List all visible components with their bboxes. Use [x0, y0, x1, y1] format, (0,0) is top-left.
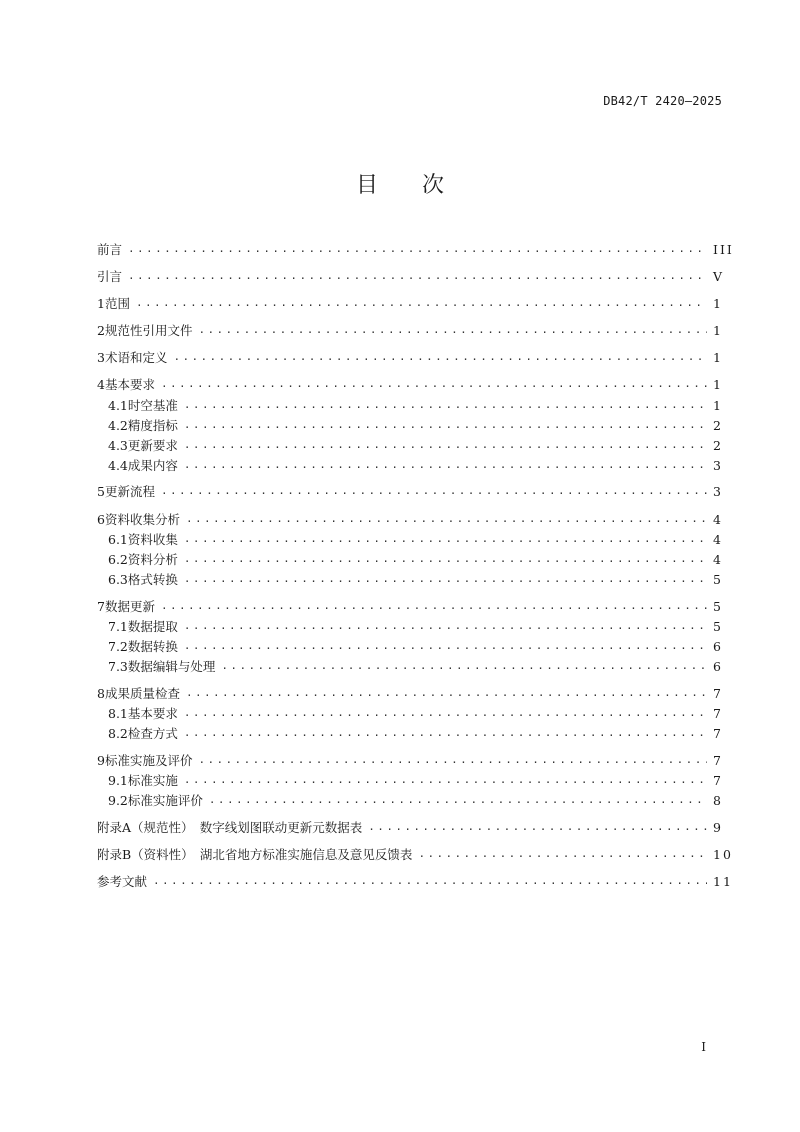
- toc-entry[interactable]: [97, 872, 733, 890]
- document-code: DB42/T 2420—2025: [603, 94, 722, 108]
- toc-dot-leader: [128, 240, 707, 258]
- toc-dot-leader: [221, 657, 707, 675]
- page-number: I: [701, 1040, 706, 1054]
- toc-entry-number: 6.1: [108, 531, 128, 547]
- toc-entry-page: 7: [713, 725, 723, 741]
- toc-entry-title: 基本要求: [127, 706, 178, 721]
- toc-entry-title: 资料收集分析: [104, 512, 180, 527]
- toc-dot-leader: [153, 872, 707, 890]
- toc-entry-page: 7: [713, 772, 723, 788]
- toc-entry-number: 6.3: [108, 571, 128, 587]
- toc-entry[interactable]: [108, 396, 723, 414]
- toc-dot-leader: [184, 637, 707, 655]
- toc-entry-page: III: [713, 241, 734, 257]
- toc-dot-leader: [173, 348, 707, 366]
- toc-entry[interactable]: [108, 617, 723, 635]
- toc-dot-leader: [184, 617, 707, 635]
- toc-entry-title: 时空基准: [127, 398, 178, 413]
- toc-dot-leader: [198, 751, 707, 769]
- toc-entry-title: 数据转换: [127, 639, 178, 654]
- toc-entry-title: 格式转换: [127, 572, 178, 587]
- toc-entry-number: 8.2: [108, 725, 128, 741]
- toc-entry-title: 规范性引用文件: [104, 323, 193, 338]
- toc-dot-leader: [136, 294, 707, 312]
- toc-entry-page: 10: [713, 846, 733, 862]
- toc-entry[interactable]: [97, 482, 723, 500]
- toc-entry-number: 7.3: [108, 658, 128, 674]
- toc-entry-number: 4: [97, 376, 105, 392]
- toc-entry[interactable]: [108, 570, 723, 588]
- toc-entry[interactable]: [97, 240, 734, 258]
- toc-entry-number: 8.1: [108, 705, 128, 721]
- toc-dot-leader: [161, 375, 707, 393]
- toc-dot-leader: [184, 771, 707, 789]
- toc-dot-leader: [184, 456, 707, 474]
- toc-dot-leader: [418, 845, 707, 863]
- toc-entry-page: 8: [713, 792, 723, 808]
- toc-entry[interactable]: [97, 684, 723, 702]
- toc-entry-page: 11: [713, 873, 733, 889]
- toc-entry-title: 参考文献: [97, 874, 148, 889]
- toc-entry[interactable]: [97, 818, 723, 836]
- toc-entry-page: 1: [713, 349, 723, 365]
- toc-entry-number: 2: [97, 322, 105, 338]
- toc-entry-title: 附录B（资料性） 湖北省地方标准实施信息及意见反馈表: [97, 847, 413, 862]
- toc-entry-number: 1: [97, 295, 105, 311]
- toc-entry-page: 5: [713, 571, 723, 587]
- toc-entry-number: 9.2: [108, 792, 128, 808]
- toc-entry[interactable]: [108, 704, 723, 722]
- toc-entry-page: 2: [713, 417, 723, 433]
- toc-entry-page: 4: [713, 531, 723, 547]
- toc-entry-number: 9: [97, 752, 105, 768]
- toc-entry-page: 4: [713, 551, 723, 567]
- toc-entry-page: 6: [713, 658, 723, 674]
- toc-entry[interactable]: [108, 530, 723, 548]
- toc-entry-number: 4.4: [108, 457, 128, 473]
- toc-entry-page: 5: [713, 618, 723, 634]
- toc-entry-title: 标准实施及评价: [104, 753, 193, 768]
- toc-entry-title: 数据更新: [104, 599, 155, 614]
- toc-dot-leader: [186, 510, 707, 528]
- toc-entry[interactable]: [97, 845, 733, 863]
- toc-entry-page: 1: [713, 322, 723, 338]
- toc-entry[interactable]: [108, 436, 723, 454]
- toc-dot-leader: [161, 597, 707, 615]
- toc-entry-page: 4: [713, 511, 723, 527]
- toc-entry-page: 5: [713, 598, 723, 614]
- toc-entry[interactable]: [108, 416, 723, 434]
- toc-entry[interactable]: [97, 375, 723, 393]
- toc-dot-leader: [184, 530, 707, 548]
- toc-entry[interactable]: [108, 637, 723, 655]
- toc-dot-leader: [184, 570, 707, 588]
- toc-dot-leader: [128, 267, 707, 285]
- toc-dot-leader: [209, 791, 707, 809]
- toc-entry[interactable]: [97, 321, 723, 339]
- toc-entry[interactable]: [108, 550, 723, 568]
- page-title: 目次: [355, 173, 488, 198]
- toc-dot-leader: [186, 684, 707, 702]
- toc-entry-number: 4.2: [108, 417, 128, 433]
- toc-entry-title: 附录A（规范性） 数字线划图联动更新元数据表: [97, 820, 363, 835]
- toc-dot-leader: [184, 704, 707, 722]
- toc-entry-page: 2: [713, 437, 723, 453]
- toc-entry[interactable]: [97, 510, 723, 528]
- toc-entry-page: 9: [713, 819, 723, 835]
- toc-dot-leader: [184, 396, 707, 414]
- toc-entry-number: 3: [97, 349, 105, 365]
- toc-entry-title: 数据提取: [127, 619, 178, 634]
- toc-dot-leader: [184, 724, 707, 742]
- toc-entry[interactable]: [108, 771, 723, 789]
- toc-entry-title: 前言: [97, 242, 123, 257]
- toc-entry-number: 7.2: [108, 638, 128, 654]
- toc-entry[interactable]: [97, 597, 723, 615]
- toc-entry[interactable]: [108, 791, 723, 809]
- toc-entry-number: 6: [97, 511, 105, 527]
- toc-entry-number: 5: [97, 483, 105, 499]
- toc-entry[interactable]: [108, 724, 723, 742]
- toc-entry-number: 7: [97, 598, 105, 614]
- toc-entry[interactable]: [108, 456, 723, 474]
- toc-entry-number: 4.1: [108, 397, 128, 413]
- toc-entry[interactable]: [97, 267, 723, 285]
- toc-entry-number: 6.2: [108, 551, 128, 567]
- toc-entry-page: 7: [713, 705, 723, 721]
- toc-dot-leader: [161, 482, 707, 500]
- toc-dot-leader: [184, 550, 707, 568]
- toc-entry-title: 精度指标: [127, 418, 178, 433]
- toc-entry-title: 资料收集: [127, 532, 178, 547]
- toc-entry-title: 基本要求: [104, 377, 155, 392]
- toc-entry-title: 成果质量检查: [104, 686, 180, 701]
- toc-entry-number: 7.1: [108, 618, 128, 634]
- toc-entry-page: 3: [713, 457, 723, 473]
- toc-entry-page: 1: [713, 295, 723, 311]
- toc-entry-title: 成果内容: [127, 458, 178, 473]
- toc-entry-page: 3: [713, 483, 723, 499]
- toc-entry-page: 7: [713, 685, 723, 701]
- toc-entry-title: 资料分析: [127, 552, 178, 567]
- toc-entry-title: 范围: [104, 296, 130, 311]
- toc-entry-page: V: [713, 268, 725, 284]
- toc-dot-leader: [184, 416, 707, 434]
- toc-entry-number: 9.1: [108, 772, 128, 788]
- toc-dot-leader: [368, 818, 707, 836]
- toc-entry-title: 更新流程: [104, 484, 155, 499]
- toc-entry-page: 1: [713, 397, 723, 413]
- toc-entry-title: 引言: [97, 269, 123, 284]
- toc-entry-page: 6: [713, 638, 723, 654]
- toc-entry-page: 7: [713, 752, 723, 768]
- toc-dot-leader: [198, 321, 707, 339]
- toc-entry[interactable]: [108, 657, 723, 675]
- toc-entry-title: 数据编辑与处理: [127, 659, 216, 674]
- toc-entry-title: 术语和定义: [104, 350, 168, 365]
- toc-entry-number: 4.3: [108, 437, 128, 453]
- toc-entry-title: 标准实施: [127, 773, 178, 788]
- toc-entry-title: 更新要求: [127, 438, 178, 453]
- toc-entry-number: 8: [97, 685, 105, 701]
- toc-entry[interactable]: [97, 348, 723, 366]
- toc-entry-page: 1: [713, 376, 723, 392]
- toc-entry[interactable]: [97, 751, 723, 769]
- toc-entry[interactable]: [97, 294, 723, 312]
- toc-entry-title: 检查方式: [127, 726, 178, 741]
- toc-entry-title: 标准实施评价: [127, 793, 203, 808]
- toc-dot-leader: [184, 436, 707, 454]
